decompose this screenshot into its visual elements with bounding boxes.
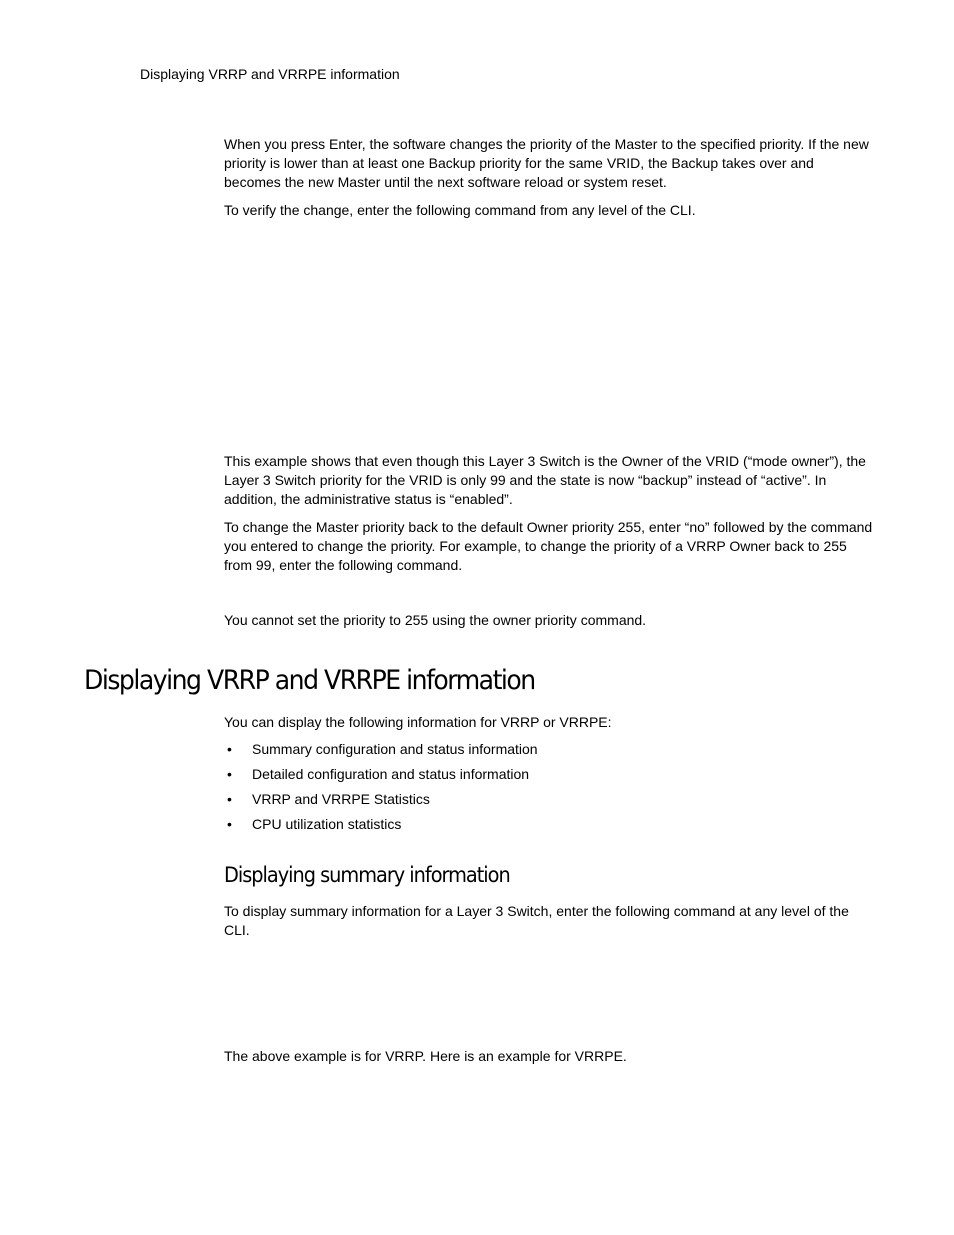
list-item [224,815,538,840]
note-text-after: command. [576,612,647,628]
bullet-icon: • [227,791,232,807]
bullet-icon: • [227,816,232,832]
bullet-icon: • [227,741,232,757]
section-heading: Displaying VRRP and VRRPE information [84,665,535,696]
list-item-text: VRRP and VRRPE Statistics [252,791,430,807]
paragraph-vrrpe-example: The above example is for VRRP. Here is an example for VRRPE. [224,1048,627,1064]
note-text-before: You cannot set the priority to 255 using the [224,612,493,628]
list-item [224,765,538,790]
note-owner-priority [224,611,874,630]
paragraph-example-explanation: This example shows that even though this Layer 3 Switch is the Owner of the VRID (“mode owner”), the Layer 3 Switch priority for the VRID is only 99 and the state is now “backup” instead of “active”. In addition, the administrative status is “enabled”. [224,453,866,507]
list-item [224,740,538,765]
list-item-text: Detailed configuration and status information [252,766,530,782]
subsection-heading: Displaying summary information [224,863,510,887]
paragraph-restore-priority: To change the Master priority back to the default Owner priority 255, enter “no” followed by the command you entered to change the priority. For example, to change the priority of a VRRP Owner back to 255 from 99, enter the following command. [224,519,873,573]
paragraph-summary-command: To display summary information for a Layer 3 Switch, enter the following command at any level of the CLI. [224,903,849,938]
paragraph-priority-change: When you press Enter, the software changes the priority of the Master to the specified priority. If the new priority is lower than at least one Backup priority for the same VRID, the Backup takes over and becomes the new Master until the next software reload or system reset. [224,136,869,190]
bullet-icon: • [227,766,232,782]
section-intro: You can display the following information for VRRP or VRRPE: [224,714,612,730]
command-owner-priority: owner priority [492,612,577,628]
running-header: Displaying VRRP and VRRPE information [140,66,400,82]
paragraph-verify-change: To verify the change, enter the following command from any level of the CLI. [224,202,696,218]
list-item-text: CPU utilization statistics [252,816,402,832]
list-item [224,790,538,815]
info-types-list [224,740,538,840]
list-item-text: Summary configuration and status information [252,741,538,757]
